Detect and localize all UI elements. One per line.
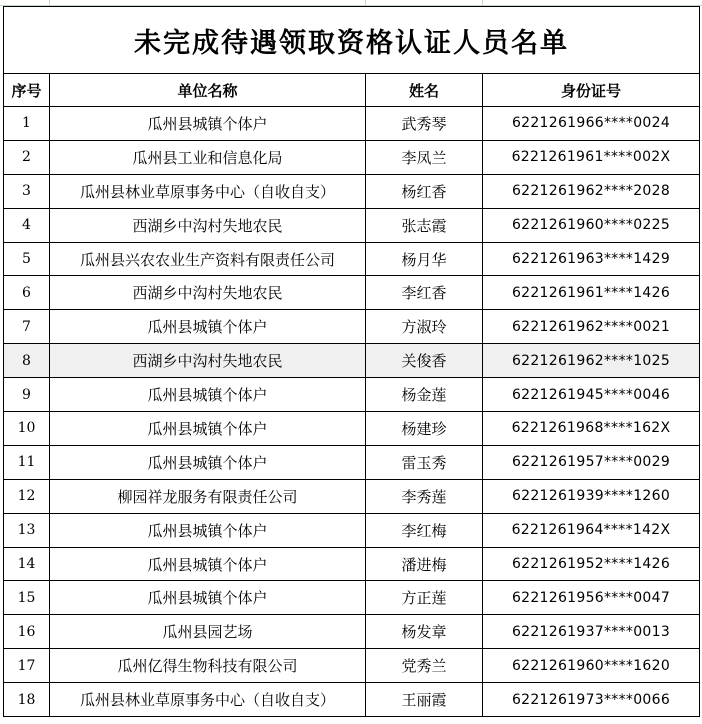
id-number-cell[interactable]: 6221261937****0013 [483,615,700,649]
table-row [4,547,700,581]
id-number-cell[interactable]: 6221261962****2028 [483,174,700,208]
serial-cell[interactable]: 8 [4,344,50,378]
table-row [4,581,700,615]
unit-cell[interactable]: 瓜州县城镇个体户 [50,310,366,344]
unit-cell[interactable]: 瓜州县城镇个体户 [50,581,366,615]
name-cell[interactable]: 王丽霞 [366,683,483,717]
id-number-cell[interactable]: 6221261963****1429 [483,242,700,276]
unit-cell[interactable]: 西湖乡中沟村失地农民 [50,344,366,378]
name-cell[interactable]: 关俊香 [366,344,483,378]
header-row [4,74,700,107]
name-cell[interactable]: 杨建珍 [366,412,483,446]
id-number-cell[interactable]: 6221261962****0021 [483,310,700,344]
header-id-number[interactable]: 身份证号 [483,74,700,107]
id-number-cell[interactable]: 6221261962****1025 [483,344,700,378]
serial-cell[interactable]: 13 [4,513,50,547]
id-number-cell[interactable]: 6221261960****0225 [483,208,700,242]
personnel-table [3,6,700,717]
unit-cell[interactable]: 瓜州县城镇个体户 [50,378,366,412]
header-serial[interactable]: 序号 [4,74,50,107]
serial-cell[interactable]: 14 [4,547,50,581]
table-row [4,344,700,378]
table-row [4,310,700,344]
table-row [4,649,700,683]
table-row [4,174,700,208]
table-row [4,242,700,276]
unit-cell[interactable]: 西湖乡中沟村失地农民 [50,208,366,242]
unit-cell[interactable]: 瓜州县园艺场 [50,615,366,649]
name-cell[interactable]: 杨红香 [366,174,483,208]
name-cell[interactable]: 李凤兰 [366,140,483,174]
id-number-cell[interactable]: 6221261966****0024 [483,107,700,141]
serial-cell[interactable]: 9 [4,378,50,412]
unit-cell[interactable]: 瓜州亿得生物科技有限公司 [50,649,366,683]
unit-cell[interactable]: 瓜州县城镇个体户 [50,445,366,479]
id-number-cell[interactable]: 6221261964****142X [483,513,700,547]
unit-cell[interactable]: 瓜州县城镇个体户 [50,547,366,581]
name-cell[interactable]: 杨月华 [366,242,483,276]
name-cell[interactable]: 方淑玲 [366,310,483,344]
unit-cell[interactable]: 瓜州县城镇个体户 [50,513,366,547]
id-number-cell[interactable]: 6221261957****0029 [483,445,700,479]
id-number-cell[interactable]: 6221261961****002X [483,140,700,174]
id-number-cell[interactable]: 6221261945****0046 [483,378,700,412]
serial-cell[interactable]: 7 [4,310,50,344]
id-number-cell[interactable]: 6221261960****1620 [483,649,700,683]
name-cell[interactable]: 杨金莲 [366,378,483,412]
name-cell[interactable]: 张志霞 [366,208,483,242]
header-name[interactable]: 姓名 [366,74,483,107]
table-title[interactable]: 未完成待遇领取资格认证人员名单 [4,7,700,74]
table-row [4,479,700,513]
id-number-cell[interactable]: 6221261961****1426 [483,276,700,310]
id-number-cell[interactable]: 6221261956****0047 [483,581,700,615]
unit-cell[interactable]: 瓜州县城镇个体户 [50,107,366,141]
serial-cell[interactable]: 3 [4,174,50,208]
table-row [4,208,700,242]
header-unit[interactable]: 单位名称 [50,74,366,107]
table-row [4,445,700,479]
serial-cell[interactable]: 12 [4,479,50,513]
serial-cell[interactable]: 5 [4,242,50,276]
unit-cell[interactable]: 瓜州县工业和信息化局 [50,140,366,174]
name-cell[interactable]: 杨发章 [366,615,483,649]
table-row [4,107,700,141]
unit-cell[interactable]: 瓜州县林业草原事务中心（自收自支） [50,174,366,208]
table-row [4,140,700,174]
serial-cell[interactable]: 4 [4,208,50,242]
name-cell[interactable]: 李红梅 [366,513,483,547]
name-cell[interactable]: 潘进梅 [366,547,483,581]
serial-cell[interactable]: 16 [4,615,50,649]
table-row [4,412,700,446]
id-number-cell[interactable]: 6221261939****1260 [483,479,700,513]
table-row [4,276,700,310]
table-row [4,683,700,717]
name-cell[interactable]: 李红香 [366,276,483,310]
id-number-cell[interactable]: 6221261973****0066 [483,683,700,717]
unit-cell[interactable]: 瓜州县城镇个体户 [50,412,366,446]
serial-cell[interactable]: 11 [4,445,50,479]
serial-cell[interactable]: 15 [4,581,50,615]
table-row [4,378,700,412]
serial-cell[interactable]: 1 [4,107,50,141]
serial-cell[interactable]: 10 [4,412,50,446]
table-row [4,513,700,547]
title-row [4,7,700,74]
unit-cell[interactable]: 柳园祥龙服务有限责任公司 [50,479,366,513]
id-number-cell[interactable]: 6221261952****1426 [483,547,700,581]
serial-cell[interactable]: 6 [4,276,50,310]
name-cell[interactable]: 方正莲 [366,581,483,615]
name-cell[interactable]: 武秀琴 [366,107,483,141]
serial-cell[interactable]: 17 [4,649,50,683]
name-cell[interactable]: 李秀莲 [366,479,483,513]
unit-cell[interactable]: 西湖乡中沟村失地农民 [50,276,366,310]
unit-cell[interactable]: 瓜州县林业草原事务中心（自收自支） [50,683,366,717]
serial-cell[interactable]: 18 [4,683,50,717]
table-row [4,615,700,649]
name-cell[interactable]: 雷玉秀 [366,445,483,479]
unit-cell[interactable]: 瓜州县兴农农业生产资料有限责任公司 [50,242,366,276]
serial-cell[interactable]: 2 [4,140,50,174]
id-number-cell[interactable]: 6221261968****162X [483,412,700,446]
name-cell[interactable]: 党秀兰 [366,649,483,683]
